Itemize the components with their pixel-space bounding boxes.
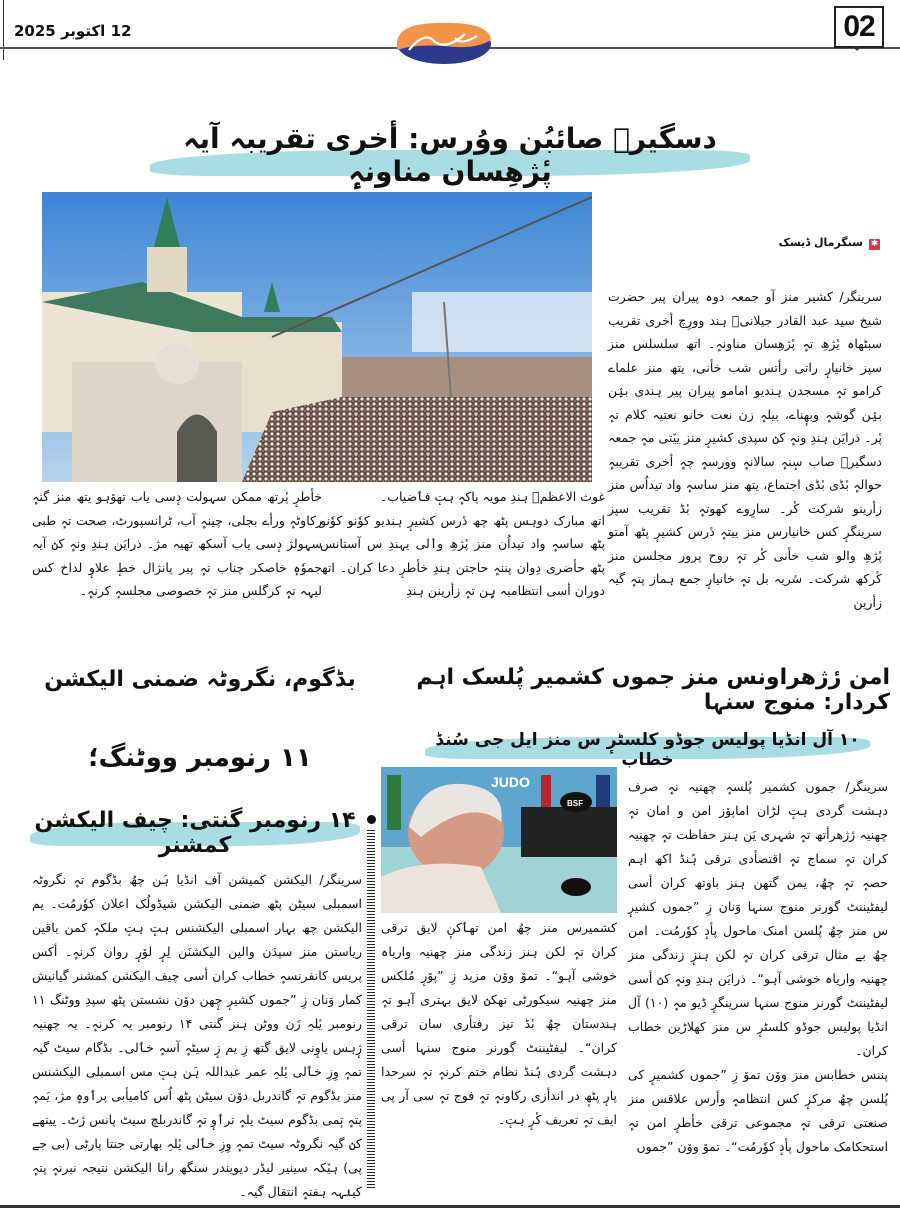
footer-rule [0, 1205, 900, 1208]
column-separator-bullet-icon [367, 815, 376, 824]
byline-text: سنگرمال ڈیسک [778, 236, 863, 249]
shrine-dome [155, 344, 199, 384]
page-number-pointer-icon [852, 46, 862, 51]
clouds [412, 292, 592, 352]
lead-story-column-3 [32, 485, 322, 603]
election-body: سرینگر/ الیکشن کمیشن آف انڈیا ہَن چھُ بڈگوم تہٕ نگروٹہ اسمبلی سیٹن پٹھ ضمنی الیکشن شیڈولُک اعلان کوٗرمُت۔ یم الیکشن چھ بہار اسمبلی الیکشنس ہتٕ ہتٕ ملکہٕ کمن باقین ریاستن منز سپدَن والین الیکشنَن لِرٕ لوٚرٕ روان کرنہٕ۔ أکس پریس کانفرنسہٕ خطاب کران أسی چیف الیکشن کمشنر گیانیش کمار وَنان زِ ”جموں کشیرٕ چٕھن دوٚن نشستن پٹھ سپدِ ووٹنگ ۱۱ رنومبر یٔلہِ زَن ووٹن ہنز گنتی ۱۴ رنومبر یہ کرنہٕ۔ یہ چھنیہ ژٕہس یاوٕنی لایق گتھ زِ یم زٕ سیٹہٕ آسہٕ خٲلی۔ بڈگام سیٹ گیہ تمہٕ وِزِ خٲلی یٔلہِ عمر عبداللہ ہَن ہتٕ مس اسمبلی الیکشنس منز بڈگوم تہٕ گاندربل دوٚن سیٹن پٹھ اُس کامیأبی پرٲوہٕ مژ، یَمہٕ پتہٕ تٕمی بڈگوم سیٹ یلہٕ ترٲوٕ تہٕ گاندربلچ سیٹ پانس رٔٹ۔ ییتھے کنٛ گیہ نگروٹہ سیٹ تمہٕ وِزِ خٲلی یٔلہِ بھارتی جنتا پارٹی (بی جے پی) ہیٚکہ سینیر لیڈر دیویندر سنگھ رانا الیکشن نتیجہ نیرنہٕ پتہٕ کینٛہہ ہفتہٕ انتقال گیہ۔ [32, 872, 362, 1199]
sinha-subheadline: ۱۰ آل انڈیا پولیس جوڈو کلسٹرٕ س منز ایل جی سُنڈ خطاب [435, 730, 860, 770]
column-separator-dotted-rule [367, 830, 375, 1190]
election-subheadline: ۱۴ رنومبر گنتی: چیف الیکشن کمشنر [34, 808, 356, 858]
sinha-photo [381, 767, 617, 913]
shrine-arch [177, 415, 217, 483]
lead-story-column-1 [608, 285, 882, 614]
paragraph: سرینگر/ کشیر منز آو جمعہ دوہ پیران پیر حضرت شیخ سید عبد القادر جیلانیؒ ہند وورِچ أخری تقریب سبٹھاہ یٔژھِ تہٕ پٔژھِسان مناونہٕ۔ اتھ سلسلس منز سپز خانیارٕ راتی رأتس شب خأنی، یتھ منز علماے کرامو تہٕ مسجدن ہندیو امامو پیران پیر ہندی بیٛن بیٛن گوشہٕ وبھٕناے، بیلہٕ زن نعت خانو نعتیہ کلام تہٕ پٔر۔ ذرایَن ہندِ ونہٕ کنٛ سپدی کشیرٕ منز ییٚتی مہٕ جمعہ دسگیرؒ صاب سٕنہٕ سالانہٕ وورسہٕ چہٕ أخری تقریبہٕ حوالہٕ بٔڈی بٔڈی اجتماع، یتھ منز ساسہٕ واد تیداُس منز زأرینو شرکت کٔر۔ سارِوے کھوتہٕ بٔڈ تقریب سپز سرینگرٕ کس خانیارس منز ییتہٕ دٔرس کشیرٕ پٹھ آمتو پٔژھِ والو شب خأنی کٔر تہٕ روح پرور مجلسن منز کٔرکھ شرکت۔ سٔریہ بل تہٕ خانیارٕ جمع ہماز پتہٕ گیہ زأرین [608, 289, 882, 610]
banner-text: JUDO [491, 774, 530, 790]
sign-text: BSF [567, 799, 583, 808]
microphone [561, 878, 591, 896]
participants [521, 807, 617, 857]
newspaper-logo[interactable] [395, 20, 493, 65]
lead-story-column-2 [320, 485, 605, 603]
sinha-caption-column: کشمیرس منز چھُ امن تھٲکنٕ لایق ترقی کران تہٕ لکن ہنز زندگی منز چھنیہ واریاہ خوشی آہو“۔ تموٚ ووٚن مزید زِ ”پۆرٕ مُلکس منز چھنیہ سیکورٹی تھکنٛ لایق بہتری آہو تہٕ ہندستان چھُ بٔڈ تیز رفتأری سان ترقی کران“۔ لیفٹیننٹ گورنر منوج سنہا أسی دہشت گردی ہُنڈ نظام ختم کرنہٕ تہٕ سرحدا پارٕ پٹھٕ در اندأزی رکاونہٕ تہٕ فوج تہٕ سی آر پی ایف تہٕ تعریف کٔرٕ ہتٕ۔ [381, 920, 617, 1127]
crowd [242, 397, 592, 482]
paragraph: خأطرٕ پٔرتھ ممکن سہولت دٕسی یاب تھوٚہو یتھ منز گنہٕ رکاوٹہٕ ورأے بجلی، چینہٕ آب، ٹرانسپورٹ، صحت تہٕ طبی سہولژ دٕسی یاب آسکھ تھیہ مژ۔ ذرایَن ہندِ ونہٕ کنٛ آیہ جموٗہٕ خاصکر چناب تہٕ پیر پانژال خطٕ علاوٕ لداخ کس لیہہ تہٕ کرگلس منز تہٕ خصوصی مجلسہٕ کرنہٕ۔ [32, 489, 322, 598]
paragraph: پننس خطابس منز ووٚن تموٚ زِ ”جموں کشمیرٕ کی پُلسن چھُ مرکزٕ کس انتظامہٕ وأرس علاقس منز صنعتی ترقی تہٕ مجموعی ترقی خأطرٕ امن تہٕ استحکامک ماحول پأدٕ کوٗرمُت“۔ تموٚ ووٚن ”جموں [628, 1067, 888, 1154]
sinha-body-column [628, 775, 888, 1159]
election-headline-line-2: ۱۱ رنومبر ووٹنگ؛ [88, 743, 312, 773]
issue-date: 12 اکتوبر 2025 [14, 22, 132, 40]
flag-left [387, 775, 401, 830]
election-headline-line-1: بڈگوم، نگروٹہ ضمنی الیکشن [44, 667, 356, 692]
lead-headline: دسگیرؒ صائبُن ووُرس: أخری تقریبہ آیہ پٔژھِسان مناونہٕ [183, 122, 717, 188]
paragraph: سرینگر/ جموں کشمیر پُلسہٕ چھنیہ نہٕ صرف دہشت گردی ہتٕ لڑان اماپۆز امن و امان تہٕ چھنیہ رٔژھرأتھ تہٕ شہری یَن ہنز حفاظت تہٕ چھنیہ کران تہٕ سماج تہٕ اقتصأدی ترقی ہُنڈ اکھ اہم حصہٕ تہٕ چھُ، یمن گتھن ہنز باوتھ کران أسی لیفٹیننٹ گورنر منوج سنہا وَنان زِ ”جموں کشیرٕ س منز چھُ پُلسن امنک ماحول پأدٕ کوٗرمُت۔ امن چھُ بے مثال ترقی کران تہٕ لکن ہنزٕ زندگی منز چھنیہ واریاہ خوشی آہو“۔ ذرایَن ہندِ ونہٕ کنٛ أسی لیفٹیننٹ گورنر منوج سنہا سرینگرٕ ڈیو مہٕ (۱۰) آل انڈیا پولیس جوڈو کلسٹرٕ س منز کھلاڑین خطاب کران۔ [628, 779, 889, 1058]
paragraph: اتھ مبارک دوہس پٹھ چھ دٔرس کشیرٕ ہندیو کوٗنو کوٗنو پٹھ ساسہٕ واد تیداُن منز پٔژھِ واٛلی یہندِ س آستانس پٹھ حأضری دِوان پننہٕ حاجتن ہندِ خأطرٕ دعا کران۔ اتھ دوران أسی انتظامیہ ہٕن تہٕ زأرینن ہندِ [320, 512, 605, 598]
author-badge-icon: ✱ [870, 239, 879, 249]
paragraph: غوث الاعظمؒ ہندِ مویہ پاکہٕ ہتٕ فٲضیاب۔ [379, 489, 605, 504]
minaret-tower [147, 247, 187, 292]
sinha-headline: امن رٔژھراونس منز جموں کشمیر پُلسک اہم کردار: منوج سنہا [416, 665, 890, 715]
page-number: 02 [834, 6, 884, 48]
byline [600, 236, 880, 250]
distant-buildings [342, 357, 592, 402]
left-margin-rule [3, 0, 4, 60]
lead-photo [42, 192, 592, 482]
